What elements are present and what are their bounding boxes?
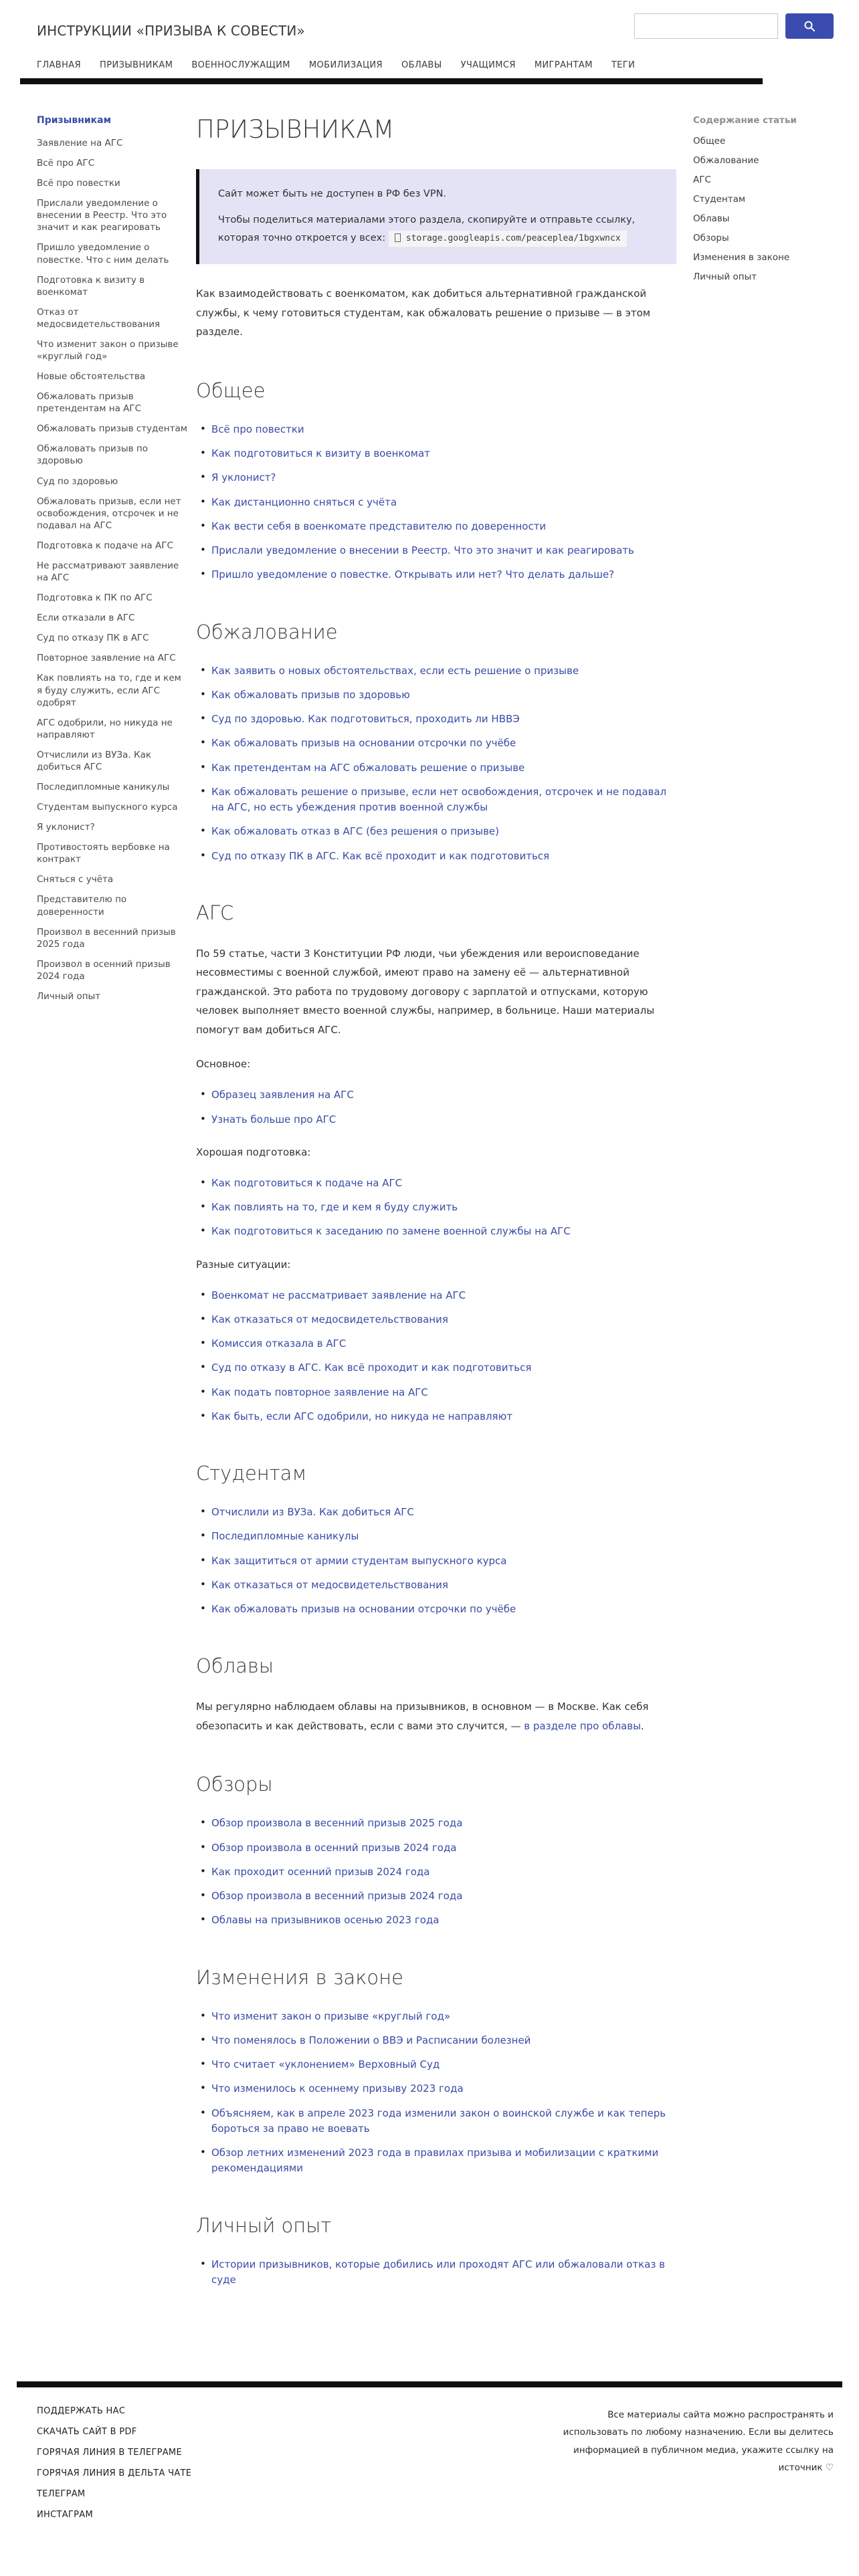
article-link[interactable]: Облавы на призывников осенью 2023 года xyxy=(211,1914,440,1927)
link-list-item xyxy=(196,1200,676,1215)
article-link[interactable]: Как защититься от армии студентам выпускного курса xyxy=(211,1554,507,1567)
footer-link[interactable]: СКАЧАТЬ САЙТ В PDF xyxy=(37,2427,137,2437)
article-link[interactable]: Обзор произвола в весенний призыв 2024 года xyxy=(211,1890,463,1903)
search-form xyxy=(634,13,834,39)
link-list-item xyxy=(196,1529,676,1544)
search-input[interactable] xyxy=(634,13,778,39)
article-link[interactable]: Образец заявления на АГС xyxy=(211,1089,354,1101)
sidebar-link[interactable]: АГС одобрили, но никуда не направляют xyxy=(37,717,173,740)
section-heading: Облавы xyxy=(196,1654,274,1678)
article-link[interactable]: Как обжаловать призыв на основании отсрочки по учёбе xyxy=(211,737,516,750)
article-link[interactable]: Я уклонист? xyxy=(211,471,276,484)
link-list xyxy=(196,1288,676,1425)
link-list-item xyxy=(196,712,676,727)
link-list-item xyxy=(196,470,676,486)
inline-link[interactable]: в разделе про облавы xyxy=(524,1719,641,1732)
section-heading: Изменения в законе xyxy=(196,1965,403,1989)
sidebar-link[interactable]: Заявление на АГС xyxy=(37,138,123,148)
sidebar-link[interactable]: Новые обстоятельства xyxy=(37,371,146,383)
link-list xyxy=(196,1176,676,1240)
link-list-item xyxy=(196,1176,676,1191)
notice-line-2 xyxy=(218,211,658,247)
nav-item[interactable]: ОБЛАВЫ xyxy=(401,60,442,70)
link-list-item xyxy=(196,687,676,703)
section-heading: Личный опыт xyxy=(196,2214,332,2237)
sidebar-link[interactable]: Повторное заявление на АГС xyxy=(37,653,176,664)
link-list-item xyxy=(196,1864,676,1880)
link-list-item xyxy=(196,2009,676,2024)
article-link[interactable]: Как проходит осенний призыв 2024 года xyxy=(211,1865,430,1878)
sidebar-link[interactable]: Произвол в осенний призыв 2024 года xyxy=(37,958,171,982)
link-list xyxy=(196,1505,676,1617)
article-link[interactable]: Как дистанционно сняться с учёта xyxy=(211,496,397,508)
article-link[interactable]: Как заявить о новых обстоятельствах, если есть решение о призыве xyxy=(211,664,579,677)
link-list-item xyxy=(196,1913,676,1928)
sidebar-link[interactable]: Произвол в весенний призыв 2025 года xyxy=(37,926,176,950)
toc-link[interactable]: Обжалование xyxy=(693,155,759,166)
sidebar-link[interactable]: Что изменит закон о призыве «круглый год» xyxy=(37,338,179,362)
sidebar-link[interactable]: Подготовка к визиту в военкомат xyxy=(37,274,145,298)
link-list-item xyxy=(196,760,676,776)
article-link[interactable]: Как обжаловать призыв на основании отсрочки по учёбе xyxy=(211,1603,516,1616)
sidebar-link[interactable]: Подготовка к ПК по АГС xyxy=(37,593,153,604)
link-list-item xyxy=(196,1889,676,1904)
toc-sidebar xyxy=(685,115,851,291)
link-list-item xyxy=(196,2033,676,2048)
link-list-item xyxy=(196,1409,676,1424)
article-link[interactable]: Как подготовиться к подаче на АГС xyxy=(211,1176,403,1189)
link-list-item xyxy=(196,446,676,461)
toc-link[interactable]: Обзоры xyxy=(693,233,729,243)
nav-item[interactable]: МИГРАНТАМ xyxy=(534,60,593,70)
article-link[interactable]: Что поменялось в Положении о ВВЭ и Расписании болезней xyxy=(211,2034,531,2046)
article-link[interactable]: Всё про повестки xyxy=(211,423,304,435)
article-link[interactable]: Как обжаловать отказ в АГС (без решения о призыве) xyxy=(211,825,500,838)
article-link[interactable]: Военкомат не рассматривает заявление на АГС xyxy=(211,1289,466,1301)
link-list xyxy=(196,663,676,864)
link-list-item xyxy=(196,2081,676,2097)
sidebar-link[interactable]: Я уклонист? xyxy=(37,822,95,833)
toc-link[interactable]: Студентам xyxy=(693,194,746,205)
sidebar-link[interactable]: Не рассматривают заявление на АГС xyxy=(37,560,179,584)
article-link[interactable]: Что изменит закон о призыве «круглый год» xyxy=(211,2010,451,2022)
toc-link[interactable]: Изменения в законе xyxy=(693,252,790,263)
link-list-item xyxy=(196,663,676,679)
article-link[interactable]: Как отказаться от медосвидетельствования xyxy=(211,1578,448,1591)
sidebar-link[interactable]: Как повлиять на то, где и кем я буду служить, если АГС одобрят xyxy=(37,673,181,708)
toc-link[interactable]: Облавы xyxy=(693,213,730,224)
section-paragraph: Мы регулярно наблюдаем облавы на призывников, в основном — в Москве. Как себя обезопасить и как действовать, если с вами это случится, — в разделе про облавы. xyxy=(196,1701,649,1732)
article-link[interactable]: Комиссия отказала в АГС xyxy=(211,1337,347,1350)
list-group-label: Разные ситуации: xyxy=(196,1258,291,1271)
link-list-item xyxy=(196,1312,676,1327)
sidebar-link[interactable]: Отчислили из ВУЗа. Как добиться АГС xyxy=(37,749,152,772)
article-link[interactable]: Прислали уведомление о внесении в Реестр. Что это значит и как реагировать xyxy=(211,544,634,557)
link-list-item xyxy=(196,519,676,534)
link-list-item xyxy=(196,1578,676,1593)
article-link[interactable]: Как быть, если АГС одобрили, но никуда не направляют xyxy=(211,1410,512,1422)
license-note xyxy=(545,2406,834,2531)
sidebar-link[interactable]: Прислали уведомление о внесении в Реестр. Что это значит и как реагировать xyxy=(37,198,167,233)
article-link[interactable]: Как претендентам на АГС обжаловать решение о призыве xyxy=(211,761,525,774)
link-list-item xyxy=(196,1360,676,1376)
toc-link[interactable]: Общее xyxy=(693,136,726,146)
tofu-glyph-icon xyxy=(395,233,401,242)
license-text: Все материалы сайта можно распространять и использовать по любому назначению. Если вы делитесь информацией в публичном медиа, укажите ссылку на источник xyxy=(563,2409,834,2473)
link-list-item xyxy=(196,1288,676,1303)
article-link[interactable]: Как подать повторное заявление на АГС xyxy=(211,1386,428,1398)
article-link[interactable]: Объясняем, как в апреле 2023 года изменили закон о воинской службе и как теперь бороться за право не воевать xyxy=(211,2107,666,2135)
sidebar-link[interactable]: Если отказали в АГС xyxy=(37,613,135,624)
link-list-item xyxy=(196,2057,676,2072)
toc-link[interactable]: АГС xyxy=(693,175,711,185)
link-list-item xyxy=(196,824,676,839)
sidebar-link[interactable]: Обжаловать призыв, если нет освобождения, отсрочек и не подавал на АГС xyxy=(37,496,181,531)
article-link[interactable]: Пришло уведомление о повестке. Открывать или нет? Что делать дальше? xyxy=(211,568,615,581)
nav-item[interactable]: ПРИЗЫВНИКАМ xyxy=(100,60,173,70)
article-link[interactable]: Обзор летних изменений 2023 года в правилах призыва и мобилизации с краткими рекомендациями xyxy=(211,2147,659,2175)
nav-item[interactable]: ГЛАВНАЯ xyxy=(37,60,82,70)
toc-link[interactable]: Личный опыт xyxy=(693,272,757,282)
sidebar-title: Призывникам xyxy=(37,115,112,126)
sidebar-link[interactable]: Всё про повестки xyxy=(37,178,120,189)
footer-link[interactable]: ГОРЯЧАЯ ЛИНИЯ В ДЕЛЬТА ЧАТЕ xyxy=(37,2468,192,2478)
search-icon xyxy=(803,20,816,32)
main-nav xyxy=(37,60,834,70)
sidebar-link[interactable]: Суд по здоровью xyxy=(37,475,118,487)
section-heading: Общее xyxy=(196,379,266,402)
article-link[interactable]: Что изменилось к осеннему призыву 2023 года xyxy=(211,2082,464,2095)
link-list-item xyxy=(196,1336,676,1352)
nav-item[interactable]: ВОЕННОСЛУЖАЩИМ xyxy=(191,60,290,70)
link-list-item xyxy=(196,1505,676,1520)
toc-title: Содержание статьи xyxy=(693,115,797,126)
sidebar-link[interactable]: Представителю по доверенности xyxy=(37,894,127,918)
sidebar-link[interactable]: Противостоять вербовке на контракт xyxy=(37,842,170,865)
list-group-label: Основное: xyxy=(196,1058,251,1071)
footer-link[interactable]: ИНСТАГРАМ xyxy=(37,2510,93,2520)
page-title: ПРИЗЫВНИКАМ xyxy=(196,115,395,144)
sidebar-link[interactable]: Последипломные каникулы xyxy=(37,781,170,792)
article-link[interactable]: Суд по отказу ПК в АГС. Как всё проходит и как подготовиться xyxy=(211,849,550,862)
article-link[interactable]: Обзор произвола в осенний призыв 2024 года xyxy=(211,1841,457,1854)
share-link-chip[interactable] xyxy=(389,231,627,247)
sidebar-link[interactable]: Всё про АГС xyxy=(37,158,95,169)
link-list xyxy=(196,2257,676,2288)
sidebar-link[interactable]: Личный опыт xyxy=(37,990,101,1002)
article-link[interactable]: Как отказаться от медосвидетельствования xyxy=(211,1313,448,1325)
sidebar-link[interactable]: Обжаловать призыв студентам xyxy=(37,423,187,435)
heart-icon: ♡ xyxy=(825,2462,834,2473)
link-list-item xyxy=(196,495,676,510)
article-link[interactable]: Последипломные каникулы xyxy=(211,1530,359,1543)
section-heading: Обзоры xyxy=(196,1773,273,1796)
link-list-item xyxy=(196,1840,676,1856)
link-list-item xyxy=(196,1553,676,1569)
article-link[interactable]: Обзор произвола в весенний призыв 2025 года xyxy=(211,1817,463,1830)
nav-item[interactable]: УЧАЩИМСЯ xyxy=(460,60,516,70)
left-sidebar xyxy=(37,115,187,1010)
link-list-item xyxy=(196,1816,676,1831)
article-sections xyxy=(196,379,676,2288)
sidebar-link[interactable]: Пришло уведомление о повестке. Что с ним делать xyxy=(37,242,169,265)
footer-divider xyxy=(17,2381,842,2387)
site-header xyxy=(0,0,859,84)
link-list-item xyxy=(196,567,676,582)
section-heading: АГС xyxy=(196,901,234,924)
list-group-label: Хорошая подготовка: xyxy=(196,1146,311,1158)
footer-links xyxy=(37,2406,191,2531)
nav-item[interactable]: ТЕГИ xyxy=(611,60,636,70)
link-list-item xyxy=(196,543,676,558)
section-heading: Студентам xyxy=(196,1462,307,1485)
nav-divider xyxy=(20,78,763,84)
article xyxy=(196,115,676,2296)
nav-item[interactable]: МОБИЛИЗАЦИЯ xyxy=(308,60,383,70)
notice-line-1: Сайт может быть не доступен в РФ без VPN. xyxy=(218,189,447,199)
site-title: ИНСТРУКЦИИ «ПРИЗЫВА К СОВЕСТИ» xyxy=(37,23,305,39)
article-link[interactable]: Как обжаловать призыв по здоровью xyxy=(211,688,410,701)
article-link[interactable]: Как подготовиться к визиту в военкомат xyxy=(211,447,430,460)
page-body xyxy=(0,84,859,2381)
link-list-item xyxy=(196,1385,676,1400)
article-link[interactable]: Суд по здоровью. Как подготовиться, проходить ли НВВЭ xyxy=(211,713,520,726)
vpn-notice xyxy=(196,169,676,264)
article-link[interactable]: Истории призывников, которые добились или проходят АГС или обжаловали отказ в суде xyxy=(211,2258,665,2286)
sidebar-link[interactable]: Студентам выпускного курса xyxy=(37,802,178,813)
sidebar-link[interactable]: Подготовка к подаче на АГС xyxy=(37,540,173,551)
article-link[interactable]: Узнать больше про АГС xyxy=(211,1113,337,1125)
section-paragraph: По 59 статье, части 3 Конституции РФ люди, чьи убеждения или вероисповедание несовместимы с военной службой, имеют право на замену её — альтернативной гражданской. Это работа по трудовому договору с зарплатой и отпусками, которую человек выполняет вместо военной службы, например, в больнице. Наши материалы помогут вам добиться АГС. xyxy=(196,947,655,1036)
sidebar-list xyxy=(37,137,187,1002)
sidebar-link[interactable]: Сняться с учёта xyxy=(37,874,114,885)
link-list-item xyxy=(196,2257,676,2288)
link-list-item xyxy=(196,2145,676,2177)
sidebar-link[interactable]: Отказ от медосвидетельствования xyxy=(37,306,161,330)
article-link[interactable]: Как вести себя в военкомате представителю по доверенности xyxy=(211,520,547,532)
link-list xyxy=(196,422,676,583)
sidebar-link[interactable]: Суд по отказу ПК в АГС xyxy=(37,633,149,644)
link-list xyxy=(196,1087,676,1128)
article-link[interactable]: Отчислили из ВУЗа. Как добиться АГС xyxy=(211,1506,414,1519)
footer-link[interactable]: ГОРЯЧАЯ ЛИНИЯ В ТЕЛЕГРАМЕ xyxy=(37,2448,182,2458)
intro-paragraph: Как взаимодействовать с военкоматом, как добиться альтернативной гражданской службы, к чему готовиться студентам, как обжаловать решение о призыве — в этом разделе. xyxy=(196,288,651,338)
link-list-item xyxy=(196,1224,676,1239)
link-list-item xyxy=(196,849,676,864)
link-list-item xyxy=(196,1112,676,1128)
link-list-item xyxy=(196,1087,676,1103)
link-list-item xyxy=(196,1602,676,1617)
share-link-text: storage.googleapis.com/peaceplea/1bgxwncx xyxy=(405,233,621,243)
link-list xyxy=(196,1816,676,1928)
sidebar-link[interactable]: Обжаловать призыв по здоровью xyxy=(37,443,148,467)
section-heading: Обжалование xyxy=(196,620,338,643)
link-list-item xyxy=(196,2106,676,2137)
article-link[interactable]: Что считает «уклонением» Верховный Суд xyxy=(211,2058,440,2071)
article-link[interactable]: Как подготовиться к заседанию по замене военной службы на АГС xyxy=(211,1225,571,1238)
article-link[interactable]: Как повлиять на то, где и кем я буду служить xyxy=(211,1201,458,1214)
site-footer xyxy=(0,2387,859,2557)
notice-line-2-text: Чтобы поделиться материалами этого раздела, скопируйте и отправьте ссылку, которая точно откроется у всех: xyxy=(218,214,636,243)
article-link[interactable]: Суд по отказу в АГС. Как всё проходит и как подготовиться xyxy=(211,1362,532,1374)
search-button[interactable] xyxy=(785,13,834,39)
toc-list xyxy=(693,136,851,282)
sidebar-link[interactable]: Обжаловать призыв претендентам на АГС xyxy=(37,391,142,415)
footer-link[interactable]: ПОДДЕРЖАТЬ НАС xyxy=(37,2406,126,2416)
link-list xyxy=(196,2009,676,2177)
footer-link[interactable]: ТЕЛЕГРАМ xyxy=(37,2489,86,2499)
link-list-item xyxy=(196,736,676,751)
link-list-item xyxy=(196,784,676,816)
link-list-item xyxy=(196,422,676,437)
article-link[interactable]: Как обжаловать решение о призыве, если нет освобождения, отсрочек и не подавал на АГС, но есть убеждения против военной службы xyxy=(211,785,667,814)
